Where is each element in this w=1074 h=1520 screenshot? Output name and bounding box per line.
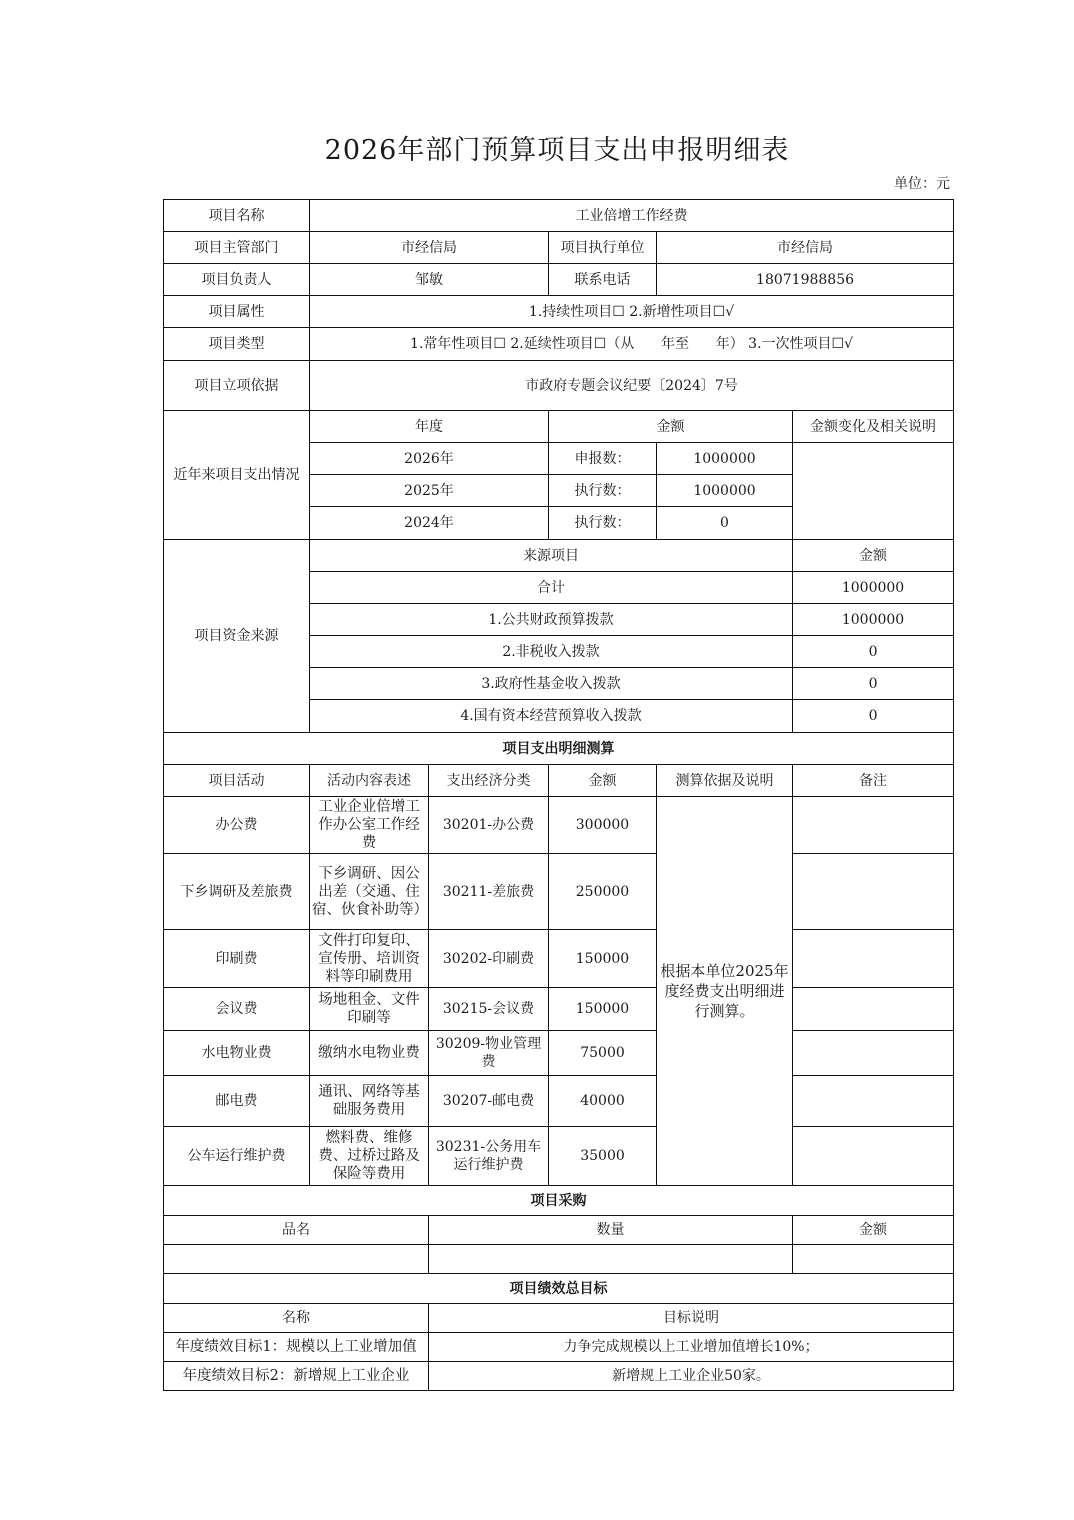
- row-basis: [164, 361, 954, 411]
- unit-label: 单位：元: [894, 176, 950, 192]
- dept-label: 项目主管部门: [164, 232, 310, 264]
- type-label: 项目类型: [164, 328, 310, 361]
- row-type: [164, 328, 954, 361]
- performance-header-name: 名称: [164, 1304, 429, 1333]
- procurement-section-title: 项目采购: [164, 1186, 954, 1216]
- procurement-section-row: [164, 1186, 954, 1216]
- attr-value: 1.持续性项目☐ 2.新增性项目☐√: [310, 296, 954, 328]
- history-note: [793, 443, 954, 540]
- exec-unit-label: 项目执行单位: [549, 232, 657, 264]
- detail-remark: [793, 797, 954, 854]
- detail-section-row: [164, 733, 954, 765]
- detail-desc: 缴纳水电物业费: [310, 1031, 429, 1076]
- detail-amount: 35000: [549, 1127, 657, 1186]
- leader-value: 邹敏: [310, 264, 549, 296]
- performance-row: [164, 1333, 954, 1362]
- dept-value: 市经信局: [310, 232, 549, 264]
- procurement-row: [164, 1245, 954, 1274]
- page-title: 2026年部门预算项目支出申报明细表: [324, 135, 790, 166]
- detail-activity: 下乡调研及差旅费: [164, 854, 310, 930]
- detail-header-remark: 备注: [793, 765, 954, 797]
- detail-basis: 根据本单位2025年度经费支出明细进行测算。: [657, 797, 793, 1186]
- procurement-header-qty: 数量: [429, 1216, 793, 1245]
- history-amount: 1000000: [657, 475, 793, 507]
- detail-desc: 下乡调研、因公出差（交通、住宿、伙食补助等）: [310, 854, 429, 930]
- funding-header-row: [164, 540, 954, 572]
- performance-row: [164, 1362, 954, 1391]
- funding-amount: 0: [793, 636, 954, 668]
- funding-source: 1.公共财政预算拨款: [310, 604, 793, 636]
- procurement-amount: [793, 1245, 954, 1274]
- procurement-header-name: 品名: [164, 1216, 429, 1245]
- detail-row: [164, 854, 954, 930]
- basis-value: 市政府专题会议纪要〔2024〕7号: [310, 361, 954, 411]
- detail-remark: [793, 988, 954, 1031]
- detail-activity: 水电物业费: [164, 1031, 310, 1076]
- funding-header-source: 来源项目: [310, 540, 793, 572]
- row-project-name: [164, 200, 954, 232]
- detail-remark: [793, 854, 954, 930]
- history-type: 执行数：: [549, 475, 657, 507]
- history-amount: 0: [657, 507, 793, 540]
- detail-amount: 150000: [549, 988, 657, 1031]
- history-header-note: 金额变化及相关说明: [793, 411, 954, 443]
- row-attribute: [164, 296, 954, 328]
- basis-label: 项目立项依据: [164, 361, 310, 411]
- performance-desc: 新增规上工业企业50家。: [429, 1362, 954, 1391]
- performance-desc: 力争完成规模以上工业增加值增长10%；: [429, 1333, 954, 1362]
- history-label: 近年来项目支出情况: [164, 411, 310, 540]
- detail-category: 30207-邮电费: [429, 1076, 549, 1127]
- detail-row: [164, 988, 954, 1031]
- performance-header-desc: 目标说明: [429, 1304, 954, 1333]
- detail-header-amount: 金额: [549, 765, 657, 797]
- exec-unit-value: 市经信局: [657, 232, 954, 264]
- detail-desc: 燃料费、维修费、过桥过路及保险等费用: [310, 1127, 429, 1186]
- detail-remark: [793, 1031, 954, 1076]
- detail-activity: 办公费: [164, 797, 310, 854]
- detail-header-row: [164, 765, 954, 797]
- detail-row: [164, 1031, 954, 1076]
- detail-activity: 会议费: [164, 988, 310, 1031]
- detail-category: 30209-物业管理费: [429, 1031, 549, 1076]
- performance-section-title: 项目绩效总目标: [164, 1274, 954, 1304]
- detail-section-title: 项目支出明细测算: [164, 733, 954, 765]
- detail-row: [164, 930, 954, 988]
- detail-row: [164, 1076, 954, 1127]
- detail-header-basis: 测算依据及说明: [657, 765, 793, 797]
- detail-desc: 文件打印复印、宣传册、培训资料等印刷费用: [310, 930, 429, 988]
- project-name-value: 工业倍增工作经费: [310, 200, 954, 232]
- funding-amount: 1000000: [793, 572, 954, 604]
- detail-header-desc: 活动内容表述: [310, 765, 429, 797]
- detail-row: [164, 797, 954, 854]
- performance-header-row: [164, 1304, 954, 1333]
- funding-source: 3.政府性基金收入拨款: [310, 668, 793, 700]
- detail-amount: 150000: [549, 930, 657, 988]
- funding-label: 项目资金来源: [164, 540, 310, 733]
- leader-label: 项目负责人: [164, 264, 310, 296]
- detail-row: [164, 1127, 954, 1186]
- detail-category: 30215-会议费: [429, 988, 549, 1031]
- detail-amount: 300000: [549, 797, 657, 854]
- detail-amount: 75000: [549, 1031, 657, 1076]
- procurement-header-amount: 金额: [793, 1216, 954, 1245]
- detail-category: 30231-公务用车运行维护费: [429, 1127, 549, 1186]
- history-year: 2025年: [310, 475, 549, 507]
- budget-table: [163, 199, 954, 1391]
- performance-section-row: [164, 1274, 954, 1304]
- attr-label: 项目属性: [164, 296, 310, 328]
- detail-header-activity: 项目活动: [164, 765, 310, 797]
- phone-label: 联系电话: [549, 264, 657, 296]
- procurement-name: [164, 1245, 429, 1274]
- type-value: 1.常年性项目☐ 2.延续性项目☐（从 年至 年） 3.一次性项目☐√: [310, 328, 954, 361]
- funding-amount: 0: [793, 700, 954, 733]
- row-department: [164, 232, 954, 264]
- funding-header-amount: 金额: [793, 540, 954, 572]
- detail-amount: 250000: [549, 854, 657, 930]
- funding-amount: 1000000: [793, 604, 954, 636]
- detail-category: 30201-办公费: [429, 797, 549, 854]
- funding-amount: 0: [793, 668, 954, 700]
- detail-desc: 场地租金、文件印刷等: [310, 988, 429, 1031]
- detail-category: 30211-差旅费: [429, 854, 549, 930]
- procurement-header-row: [164, 1216, 954, 1245]
- procurement-qty: [429, 1245, 793, 1274]
- detail-desc: 通讯、网络等基础服务费用: [310, 1076, 429, 1127]
- funding-source: 合计: [310, 572, 793, 604]
- history-header-year: 年度: [310, 411, 549, 443]
- detail-category: 30202-印刷费: [429, 930, 549, 988]
- history-header-amount: 金额: [549, 411, 793, 443]
- performance-name: 年度绩效目标1：规模以上工业增加值: [164, 1333, 429, 1362]
- detail-activity: 公车运行维护费: [164, 1127, 310, 1186]
- history-amount: 1000000: [657, 443, 793, 475]
- detail-header-category: 支出经济分类: [429, 765, 549, 797]
- history-header-row: [164, 411, 954, 443]
- detail-remark: [793, 930, 954, 988]
- phone-value: 18071988856: [657, 264, 954, 296]
- detail-activity: 印刷费: [164, 930, 310, 988]
- history-year: 2024年: [310, 507, 549, 540]
- history-type: 执行数：: [549, 507, 657, 540]
- funding-source: 2.非税收入拨款: [310, 636, 793, 668]
- detail-amount: 40000: [549, 1076, 657, 1127]
- performance-name: 年度绩效目标2：新增规上工业企业: [164, 1362, 429, 1391]
- funding-source: 4.国有资本经营预算收入拨款: [310, 700, 793, 733]
- row-leader: [164, 264, 954, 296]
- history-year: 2026年: [310, 443, 549, 475]
- project-name-label: 项目名称: [164, 200, 310, 232]
- detail-activity: 邮电费: [164, 1076, 310, 1127]
- history-type: 申报数：: [549, 443, 657, 475]
- detail-desc: 工业企业倍增工作办公室工作经费: [310, 797, 429, 854]
- detail-remark: [793, 1127, 954, 1186]
- detail-remark: [793, 1076, 954, 1127]
